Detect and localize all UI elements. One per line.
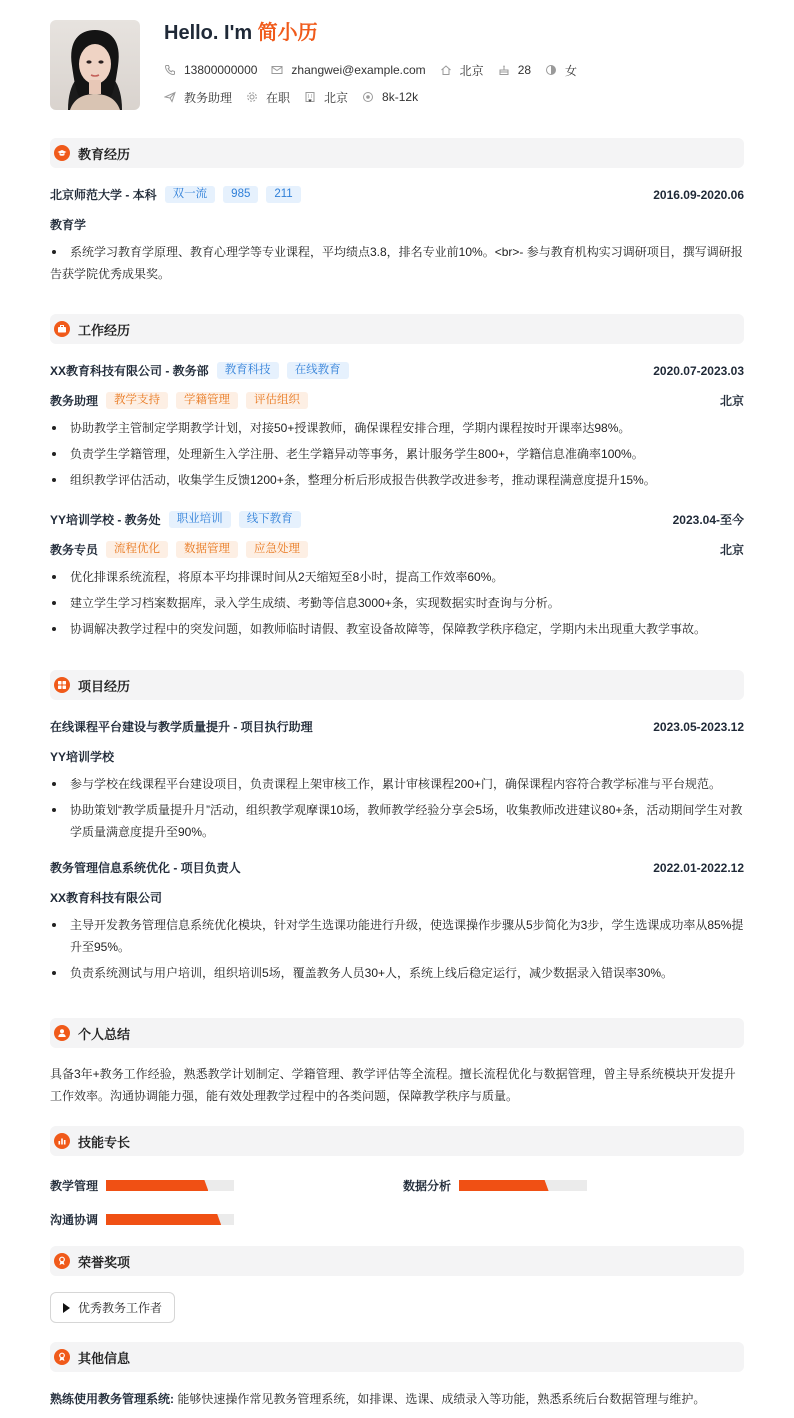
- project-name: 在线课程平台建设与教学质量提升 - 项目执行助理: [50, 720, 313, 734]
- role-tag: 应急处理: [246, 541, 308, 558]
- list-item: 建立学生学习档案数据库，录入学生成绩、考勤等信息3000+条，实现数据实时查询与分析。: [50, 592, 744, 614]
- job-bullets: [50, 566, 744, 640]
- contact-row: [164, 60, 591, 80]
- resume-header: [50, 20, 744, 110]
- school-tag: 双一流: [165, 186, 216, 203]
- job-date: 2023.04-至今: [672, 513, 744, 527]
- gender-item: [545, 62, 577, 79]
- section-title: 工作经历: [78, 322, 131, 338]
- job-bullets: [50, 417, 744, 491]
- list-item: 负责系统测试与用户培训，组织培训5场，覆盖教务人员30+人，系统上线后稳定运行，减少数据录入错误率30%。: [50, 962, 744, 984]
- other-desc: 能够快速操作常见教务管理系统，如排课、选课、成绩录入等功能，熟悉系统后台数据管理与维护。: [174, 1392, 706, 1406]
- role-tag: 教学支持: [106, 392, 168, 409]
- skill-item: [50, 1177, 234, 1194]
- email-item: [271, 63, 425, 77]
- building-icon: [304, 91, 316, 103]
- list-item: 协助教学主管制定学期教学计划，对接50+授课教师，确保课程安排合理，学期内课程按时开课率达98%。: [50, 417, 744, 439]
- phone-item: [164, 63, 257, 77]
- projects-header: [50, 670, 744, 700]
- gender-text: 女: [565, 63, 578, 78]
- section-title: 其他信息: [78, 1350, 131, 1366]
- skill-item: [50, 1211, 234, 1228]
- honor-label: 优秀教务工作者: [78, 1301, 163, 1315]
- project-row: [50, 718, 744, 735]
- company-name: XX教育科技有限公司 - 教务部: [50, 364, 209, 378]
- education-section: [50, 138, 744, 285]
- other-label: 熟练使用教务管理系统:: [50, 1392, 174, 1406]
- cake-icon: [498, 64, 510, 76]
- role-name: 教务专员: [50, 543, 99, 557]
- work-section: [50, 314, 744, 640]
- honors-header: [50, 1246, 744, 1276]
- job-row: [50, 362, 744, 379]
- status-item: [246, 89, 290, 106]
- job-city: 北京: [719, 394, 744, 408]
- email-text: zhangwei@example.com: [291, 63, 426, 77]
- award-icon: [54, 1349, 70, 1365]
- section-title: 技能专长: [78, 1134, 131, 1150]
- play-icon: [63, 1303, 70, 1313]
- company-tag: 教育科技: [217, 362, 279, 379]
- graduation-cap-icon: [54, 145, 70, 161]
- salary-item: [362, 90, 418, 104]
- summary-section: [50, 1018, 744, 1107]
- mail-icon: [271, 64, 283, 76]
- list-item: 系统学习教育学原理、教育心理学等专业课程，平均绩点3.8，排名专业前10%。<br>- 参与教育机构实习调研项目，撰写调研报告获学院优秀成果奖。: [50, 241, 744, 285]
- company-tag: 在线教育: [287, 362, 349, 379]
- send-icon: [164, 91, 176, 103]
- phone-text: 13800000000: [184, 63, 258, 77]
- role-tag: 数据管理: [176, 541, 238, 558]
- list-item: 负责学生学籍管理，处理新生入学注册、老生学籍异动等事务，累计服务学生800+，学籍信息准确率100%。: [50, 443, 744, 465]
- age-item: [498, 63, 531, 77]
- avatar: [50, 20, 140, 110]
- coin-icon: [362, 91, 374, 103]
- skills-header: [50, 1126, 744, 1156]
- other-header: [50, 1342, 744, 1372]
- role-row: [50, 541, 744, 558]
- list-item: 参与学校在线课程平台建设项目，负责课程上架审核工作，累计审核课程200+门，确保课程内容符合教学标准与平台规范。: [50, 773, 744, 795]
- section-title: 项目经历: [78, 678, 131, 694]
- skill-name: 沟通协调: [50, 1213, 99, 1227]
- honors-section: [50, 1246, 744, 1323]
- phone-icon: [164, 64, 176, 76]
- list-item: 优化排课系统流程，将原本平均排课时间从2天缩短至8小时，提高工作效率60%。: [50, 566, 744, 588]
- skill-name: 数据分析: [403, 1179, 452, 1193]
- projects-section: [50, 670, 744, 984]
- other-text: [50, 1388, 744, 1410]
- project-row: [50, 859, 744, 876]
- project-bullets: [50, 773, 744, 843]
- project-bullets: [50, 914, 744, 984]
- role-tag: 流程优化: [106, 541, 168, 558]
- list-item: 组织教学评估活动，收集学生反馈1200+条，整理分析后形成报告供教学改进参考，推动课程满意度提升15%。: [50, 469, 744, 491]
- salary-text: 8k-12k: [382, 90, 419, 104]
- company-tag: 线下教育: [239, 511, 301, 528]
- summary-header: [50, 1018, 744, 1048]
- skill-bar-fill: [459, 1180, 549, 1191]
- skill-bar: [106, 1180, 234, 1191]
- section-title: 教育经历: [78, 146, 131, 162]
- skills-section: [50, 1126, 744, 1226]
- city-text: 北京: [324, 90, 349, 105]
- candidate-name: 简小历: [257, 22, 318, 44]
- project-date: 2023.05-2023.12: [653, 719, 744, 734]
- skill-bar: [106, 1214, 234, 1225]
- age-text: 28: [517, 63, 532, 77]
- honor-item[interactable]: [50, 1292, 175, 1323]
- greeting-text: Hello. I'm: [164, 22, 258, 44]
- list-item: 协调解决教学过程中的突发问题，如教师临时请假、教室设备故障等，保障教学秩序稳定，学期内未出现重大教学事故。: [50, 618, 744, 640]
- section-title: 荣誉奖项: [78, 1254, 131, 1270]
- location-item: [440, 62, 484, 79]
- position-item: [164, 89, 232, 106]
- skill-bar: [459, 1180, 587, 1191]
- list-item: 主导开发教务管理信息系统优化模块，针对学生选课功能进行升级，使选课操作步骤从5步简化为3步，学生选课成功率从85%提升至95%。: [50, 914, 744, 958]
- skill-item: [403, 1177, 587, 1194]
- role-row: [50, 392, 744, 409]
- school-name: 北京师范大学 - 本科: [50, 188, 157, 202]
- job-date: 2020.07-2023.03: [653, 363, 744, 378]
- school-tag: 985: [223, 186, 258, 203]
- project-name: 教务管理信息系统优化 - 项目负责人: [50, 861, 241, 875]
- education-row: [50, 186, 744, 203]
- gender-icon: [545, 64, 557, 76]
- skill-bar-fill: [106, 1214, 221, 1225]
- education-desc-list: [50, 241, 744, 285]
- grid-icon: [54, 677, 70, 693]
- status-text: 在职: [266, 90, 291, 105]
- school-tag: 211: [266, 186, 300, 203]
- project-org: XX教育科技有限公司: [50, 891, 163, 905]
- job-intent-row: [164, 87, 591, 107]
- role-name: 教务助理: [50, 394, 99, 408]
- header-info: [164, 20, 591, 110]
- work-header: [50, 314, 744, 344]
- role-tag: 评估组织: [246, 392, 308, 409]
- home-icon: [440, 64, 452, 76]
- job-city: 北京: [719, 543, 744, 557]
- summary-text: 具备3年+教务工作经验，熟悉教学计划制定、学籍管理、教学评估等全流程。擅长流程优化与数据管理，曾主导系统模块开发提升工作效率。沟通协调能力强，能有效处理教学过程中的各类问题，保障教学秩序与质量。: [50, 1067, 736, 1103]
- location-text: 北京: [459, 63, 484, 78]
- skills-grid: [50, 1156, 744, 1226]
- city-item: [304, 89, 348, 106]
- user-icon: [54, 1025, 70, 1041]
- education-header: [50, 138, 744, 168]
- company-tag: 职业培训: [169, 511, 231, 528]
- company-name: YY培训学校 - 教务处: [50, 513, 161, 527]
- greeting-title: [164, 20, 591, 46]
- position-text: 教务助理: [184, 90, 233, 105]
- list-item: 协助策划“教学质量提升月”活动，组织教学观摩课10场，教师教学经验分享会5场，收集教师改进建议80+条，活动期间学生对教学质量满意度提升至90%。: [50, 799, 744, 843]
- skill-name: 教学管理: [50, 1179, 99, 1193]
- gear-icon: [246, 91, 258, 103]
- bar-chart-icon: [54, 1133, 70, 1149]
- other-section: [50, 1342, 744, 1410]
- job-row: [50, 511, 744, 528]
- project-date: 2022.01-2022.12: [653, 860, 744, 875]
- project-org: YY培训学校: [50, 750, 115, 764]
- briefcase-icon: [54, 321, 70, 337]
- education-date: 2016.09-2020.06: [653, 187, 744, 202]
- skill-bar-fill: [106, 1180, 208, 1191]
- major-name: 教育学: [50, 218, 87, 232]
- role-tag: 学籍管理: [176, 392, 238, 409]
- section-title: 个人总结: [78, 1026, 131, 1042]
- award-icon: [54, 1253, 70, 1269]
